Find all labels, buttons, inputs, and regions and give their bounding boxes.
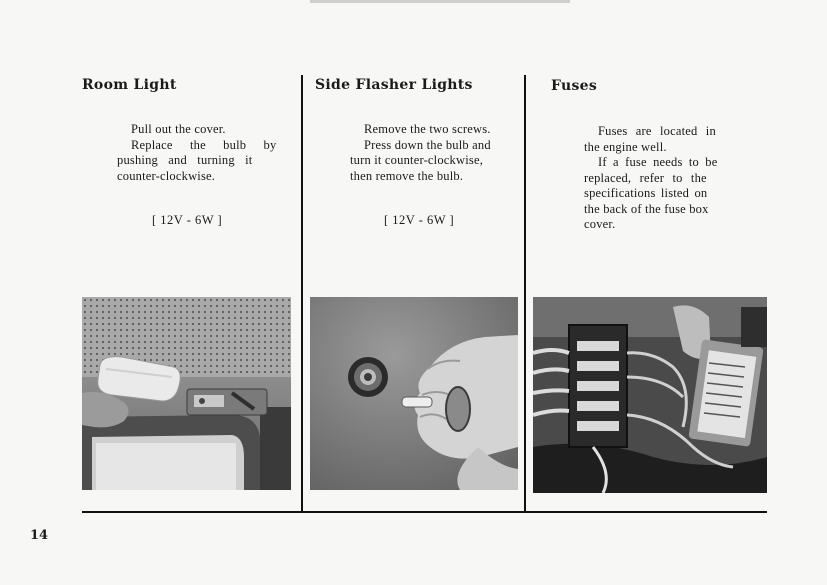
fuses-heading: Fuses	[551, 78, 598, 94]
column-divider	[301, 75, 303, 512]
room-light-heading: Room Light	[82, 77, 177, 93]
side-flasher-photo	[310, 297, 518, 490]
instruction-line: Pull out the cover.	[131, 122, 226, 136]
scan-artifact	[310, 0, 570, 3]
instruction-line: specifications listed on	[584, 186, 708, 200]
side-flasher-spec: [ 12V - 6W ]	[384, 213, 455, 227]
instruction-line: Press down the bulb and	[364, 137, 491, 152]
room-light-instructions	[117, 122, 282, 184]
instruction-line: Fuses are located in	[598, 124, 716, 138]
instruction-line: replaced, refer to the	[584, 170, 707, 185]
instruction-line: the engine well.	[584, 139, 667, 154]
room-light-photo-image	[82, 297, 291, 490]
instruction-line: then remove the bulb.	[350, 168, 464, 183]
bottom-rule	[82, 511, 767, 513]
instruction-line: cover.	[584, 217, 616, 231]
instruction-line: If a fuse needs to be	[598, 155, 718, 169]
page-number: 14	[30, 528, 49, 543]
side-flasher-photo-image	[310, 297, 518, 490]
column-divider	[524, 75, 526, 512]
instruction-line: Replace the bulb by	[131, 137, 277, 152]
side-flasher-instructions	[350, 122, 520, 184]
room-light-photo	[82, 297, 291, 490]
fuse-box-photo	[533, 297, 767, 493]
fuses-instructions	[584, 124, 744, 233]
instruction-line: turn it counter-clockwise,	[350, 153, 484, 167]
fuse-box-photo-image	[533, 297, 767, 493]
side-flasher-heading: Side Flasher Lights	[315, 77, 473, 93]
instruction-line: counter-clockwise.	[117, 168, 216, 183]
instruction-line: the back of the fuse box	[584, 201, 709, 216]
room-light-spec: [ 12V - 6W ]	[152, 213, 223, 227]
instruction-line: Remove the two screws.	[364, 122, 491, 136]
instruction-line: pushing and turning it	[117, 153, 253, 167]
